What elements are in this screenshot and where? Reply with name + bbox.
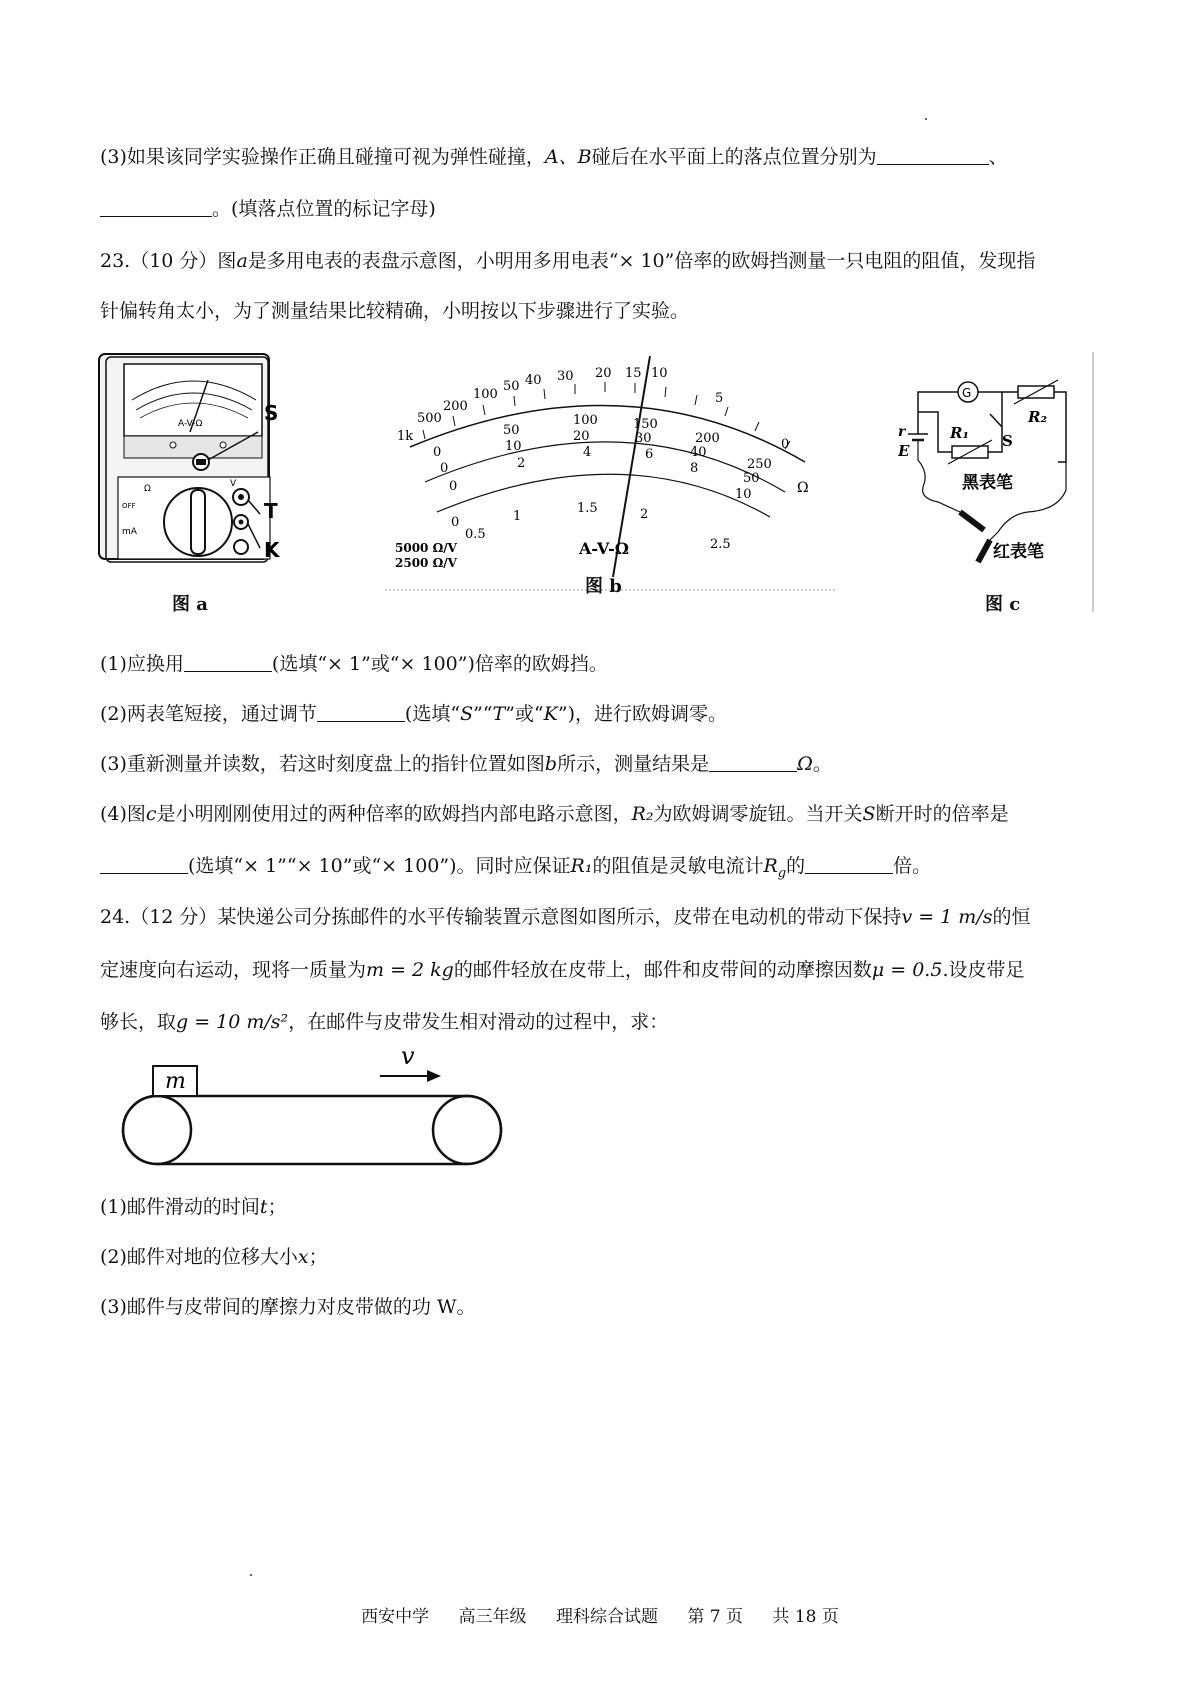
var: x [297, 1246, 309, 1268]
text: 针偏转角太小，为了测量结果比较精确，小明按以下步骤进行了实验。 [100, 300, 690, 322]
speck [250, 1574, 252, 1576]
text: 够长，取 [100, 1011, 177, 1033]
tick-label: 30 [635, 431, 652, 446]
text: 的 [786, 855, 806, 877]
conveyor-figure [105, 1048, 525, 1178]
text: (选填“× 1”或“× 100”)倍率的欧姆挡。 [271, 653, 608, 675]
var: b [544, 753, 558, 775]
r1-label: R₁ [950, 424, 970, 442]
tick-label: 250 [747, 457, 772, 472]
answer-blank[interactable] [100, 853, 188, 874]
text: ”或“ [505, 703, 544, 725]
text: 定速度向右运动，现将一质量为 [100, 959, 367, 981]
q23-p1 [100, 650, 608, 678]
text: (1)邮件滑动的时间 [100, 1196, 260, 1218]
text: (选填“× 1”“× 10”或“× 100”)。同时应保证 [188, 855, 571, 877]
footer-grade: 高三年级 [458, 1607, 527, 1627]
text: 、 [988, 146, 1008, 168]
q23-p2 [100, 700, 727, 728]
var: R₁ [570, 855, 593, 877]
tick-label: 20 [595, 366, 612, 381]
text: 的邮件轻放在皮带上，邮件和皮带间的动摩擦因数 [453, 959, 872, 981]
tick-label: 0 [781, 437, 790, 452]
q22-part3-line1 [100, 143, 1008, 171]
text: (4)图 [100, 803, 146, 825]
center-text: A-V-Ω [579, 539, 630, 558]
tick-label: 15 [625, 366, 642, 381]
equation: m = 2 kg [366, 959, 454, 981]
tick-label: 4 [583, 445, 592, 460]
q23-line2 [100, 297, 689, 325]
tick-label: 40 [690, 445, 707, 460]
tick-label: 0 [449, 479, 458, 494]
q23-p4-line2 [100, 852, 931, 888]
tick-label: 5 [715, 391, 724, 406]
figure-c-circuit [898, 352, 1098, 612]
tick-label: 20 [573, 429, 590, 444]
label-s: S [264, 401, 279, 425]
var: K [543, 703, 558, 725]
var: S [862, 803, 876, 825]
text: ，在邮件与皮带发生相对滑动的过程中，求： [288, 1011, 669, 1033]
omega-end: Ω [797, 480, 809, 496]
equation: μ = 0.5 [871, 959, 943, 981]
velocity-label: v [401, 1048, 415, 1070]
figure-b-dial [385, 352, 835, 592]
var: S [460, 703, 474, 725]
text: 24.（12 分）某快递公司分拣邮件的水平传输装置示意图如图所示，皮带在电动机的带动下保持 [100, 906, 902, 928]
tick-label: 40 [525, 373, 542, 388]
tick-label: 50 [743, 471, 760, 486]
text: (选填“ [404, 703, 461, 725]
footer-page: 第 7 页 [687, 1607, 743, 1627]
answer-blank[interactable] [184, 651, 272, 672]
tick-label: 0 [440, 461, 449, 476]
r-label: r [898, 424, 906, 440]
s-label: S [1002, 432, 1013, 450]
tick-label: 100 [473, 387, 498, 402]
text: 的阻值是灵敏电流计 [592, 855, 764, 877]
tick-label: 2.5 [710, 537, 731, 552]
text: 的恒 [992, 906, 1031, 928]
equation: v = 1 m/s [901, 906, 993, 928]
var: R₂ [631, 803, 654, 825]
label-k: K [264, 538, 280, 562]
subscript: g [777, 865, 787, 881]
figure-a-multimeter [98, 352, 313, 587]
tick-label: 10 [651, 366, 668, 381]
q24-p1 [100, 1193, 287, 1221]
q24-p3 [100, 1293, 475, 1321]
tick-label: 1.5 [577, 501, 598, 516]
spec-2: 2500 Ω/V [395, 556, 457, 570]
tick-label: 200 [695, 431, 720, 446]
text: (1)应换用 [100, 653, 184, 675]
var: T [492, 703, 506, 725]
footer-exam: 理科综合试题 [555, 1607, 658, 1627]
tick-label: 150 [633, 417, 658, 432]
var: t [259, 1196, 268, 1218]
omega-mark: Ω [144, 484, 151, 494]
tick-label: 0 [433, 445, 442, 460]
answer-blank[interactable] [100, 196, 212, 217]
text: 是多用电表的表盘示意图，小明用多用电表“× 10”倍率的欧姆挡测量一只电阻的阻值，发现指 [247, 250, 1036, 272]
mass-label: m [165, 1069, 186, 1094]
footer-school: 西安中学 [361, 1607, 430, 1627]
text: (3)如果该同学实验操作正确且碰撞可视为弹性碰撞， [100, 146, 545, 168]
text: ”“ [473, 703, 493, 725]
text: ； [308, 1246, 328, 1268]
q24-line3 [100, 1008, 668, 1036]
text: 是小明刚刚使用过的两种倍率的欧姆挡内部电路示意图， [156, 803, 632, 825]
figure-a-caption: 图 a [172, 594, 208, 615]
text: (3)邮件与皮带间的摩擦力对皮带做的功 W。 [100, 1296, 476, 1318]
var-ab: A、B [544, 146, 592, 168]
spec-1: 5000 Ω/V [395, 541, 457, 555]
equation: g = 10 m/s² [176, 1011, 289, 1033]
text: 碰后在水平面上的落点位置分别为 [591, 146, 877, 168]
black-pen-label: 黑表笔 [962, 473, 1013, 493]
text: 为欧姆调零旋钮。当开关 [653, 803, 863, 825]
tick-label: 2 [640, 507, 649, 522]
tick-label: 1k [397, 429, 414, 444]
label-t: T [264, 499, 278, 523]
q22-part3-line2 [100, 195, 436, 223]
tick-label: 0 [451, 515, 460, 530]
text: ”)，进行欧姆调零。 [557, 703, 727, 725]
var: c [145, 803, 157, 825]
dial-text: A-V-Ω [178, 419, 203, 429]
g-label: G [962, 386, 972, 400]
text: 断开时的倍率是 [875, 803, 1009, 825]
answer-blank[interactable] [877, 144, 989, 165]
text: 。(填落点位置的标记字母) [212, 198, 436, 220]
tick-label: 500 [417, 411, 442, 426]
figure-b-caption: 图 b [585, 576, 622, 597]
text: (2)邮件对地的位移大小 [100, 1246, 298, 1268]
answer-blank[interactable] [709, 751, 797, 772]
answer-blank[interactable] [317, 701, 405, 722]
q24-p2 [100, 1243, 328, 1271]
r2-label: R₂ [1028, 408, 1048, 426]
q23-p4-line1 [100, 800, 1009, 828]
var: R [763, 855, 778, 877]
tick-label: 0.5 [465, 527, 486, 542]
tick-label: 200 [443, 399, 468, 414]
text: ； [267, 1196, 287, 1218]
tick-label: 8 [690, 461, 699, 476]
q23-p3 [100, 750, 832, 778]
figure-c-caption: 图 c [985, 594, 1021, 615]
text: 。 [812, 753, 832, 775]
text: (3)重新测量并读数，若这时刻度盘上的指针位置如图 [100, 753, 545, 775]
answer-blank[interactable] [805, 853, 893, 874]
tick-label: 10 [505, 439, 522, 454]
v-mark: V [230, 479, 237, 489]
tick-label: 10 [735, 487, 752, 502]
e-label: E [898, 442, 910, 460]
text: (2)两表笔短接，通过调节 [100, 703, 317, 725]
unit: Ω [797, 753, 813, 775]
var: a [236, 250, 248, 272]
page-footer [0, 1602, 1200, 1627]
q24-line2 [100, 956, 1024, 984]
text: 所示，测量结果是 [557, 753, 710, 775]
ma-mark: mA [122, 527, 137, 537]
q24-line1 [100, 903, 1030, 931]
text: 倍。 [893, 855, 932, 877]
text: .设皮带足 [942, 959, 1025, 981]
tick-label: 100 [573, 413, 598, 428]
speck [925, 118, 927, 120]
tick-label: 2 [517, 456, 526, 471]
off-mark: OFF [122, 502, 136, 510]
red-pen-label: 红表笔 [993, 542, 1044, 562]
tick-label: 30 [557, 369, 574, 384]
text: 23.（10 分）图 [100, 250, 237, 272]
tick-label: 1 [513, 509, 522, 524]
tick-label: 6 [645, 447, 654, 462]
tick-label: 50 [503, 423, 520, 438]
tick-label: 50 [503, 379, 520, 394]
q23-line1 [100, 247, 1035, 275]
footer-total: 共 18 页 [772, 1607, 839, 1627]
